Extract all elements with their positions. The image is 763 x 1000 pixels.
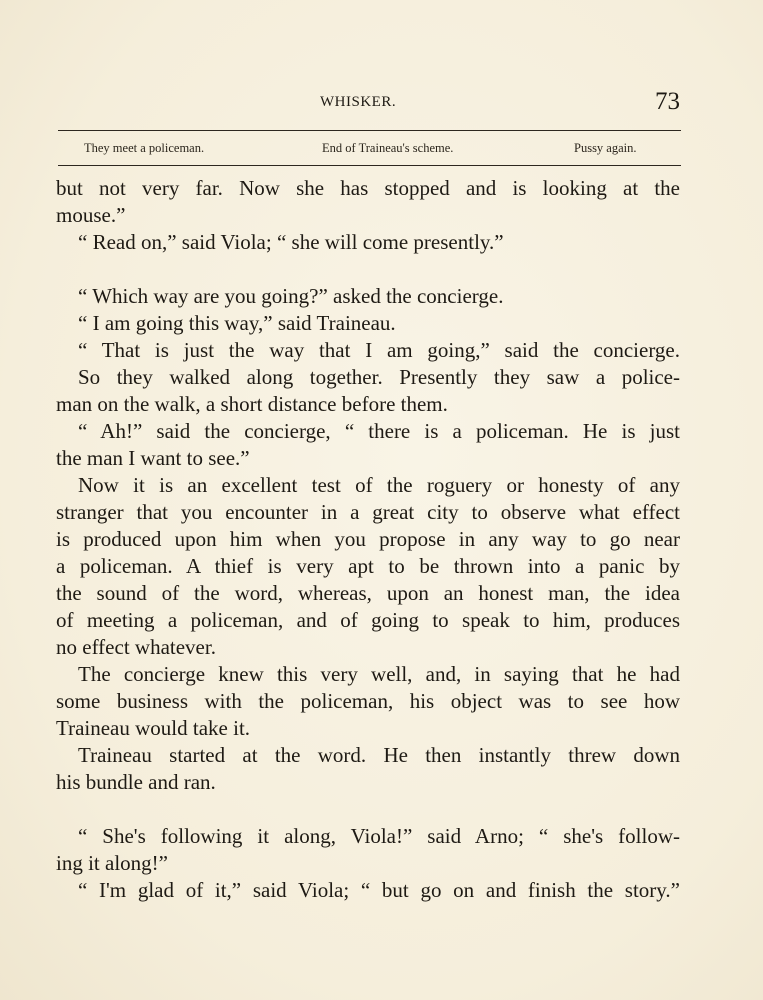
header-rule-bottom — [58, 165, 681, 166]
text-line: “ Read on,” said Viola; “ she will come presently.” — [78, 230, 504, 254]
text-line: “ Which way are you going?” asked the concierge. — [78, 284, 504, 308]
text-line: mouse.” — [56, 203, 126, 227]
text-line: his bundle and ran. — [56, 770, 216, 794]
text-line: “ That is just the way that I am going,” said the concierge. — [78, 338, 680, 362]
text-line: “ I'm glad of it,” said Viola; “ but go on and finish the story.” — [78, 878, 680, 902]
paragraph-gap — [56, 256, 680, 283]
text-line: no effect whatever. — [56, 635, 216, 659]
text-line: a policeman. A thief is very apt to be thrown into a panic by — [56, 554, 680, 578]
text-line: is produced upon him when you propose in any way to go near — [56, 527, 680, 551]
running-title: WHISKER. — [320, 94, 397, 110]
text-line: stranger that you encounter in a great city to observe what effect — [56, 500, 680, 524]
text-line: Traineau started at the word. He then instantly threw down — [78, 743, 680, 767]
text-line: The concierge knew this very well, and, in saying that he had — [78, 662, 680, 686]
text-line: “ She's following it along, Viola!” said Arno; “ she's follow- — [78, 824, 680, 848]
header-rule-top — [58, 130, 681, 131]
side-note-right: Pussy again. — [574, 141, 637, 155]
text-line: ing it along!” — [56, 851, 168, 875]
text-line: the man I want to see.” — [56, 446, 250, 470]
body-text — [56, 175, 680, 904]
page-number: 73 — [655, 88, 680, 115]
side-notes — [84, 141, 664, 159]
text-line: man on the walk, a short distance before them. — [56, 392, 448, 416]
text-line: of meeting a policeman, and of going to speak to him, produces — [56, 608, 680, 632]
text-line: “ Ah!” said the concierge, “ there is a policeman. He is just — [78, 419, 680, 443]
text-line: Now it is an excellent test of the roguery or honesty of any — [78, 473, 680, 497]
text-line: but not very far. Now she has stopped and is looking at the — [56, 176, 680, 200]
text-line: Traineau would take it. — [56, 716, 251, 740]
text-line: So they walked along together. Presently they saw a police- — [78, 365, 680, 389]
side-note-center: End of Traineau's scheme. — [322, 141, 454, 155]
paragraph-gap — [56, 796, 680, 823]
text-line: “ I am going this way,” said Traineau. — [78, 311, 396, 335]
side-note-left: They meet a policeman. — [84, 141, 205, 155]
text-line: some business with the policeman, his object was to see how — [56, 689, 680, 713]
running-head — [56, 90, 680, 118]
text-line: the sound of the word, whereas, upon an honest man, the idea — [56, 581, 680, 605]
